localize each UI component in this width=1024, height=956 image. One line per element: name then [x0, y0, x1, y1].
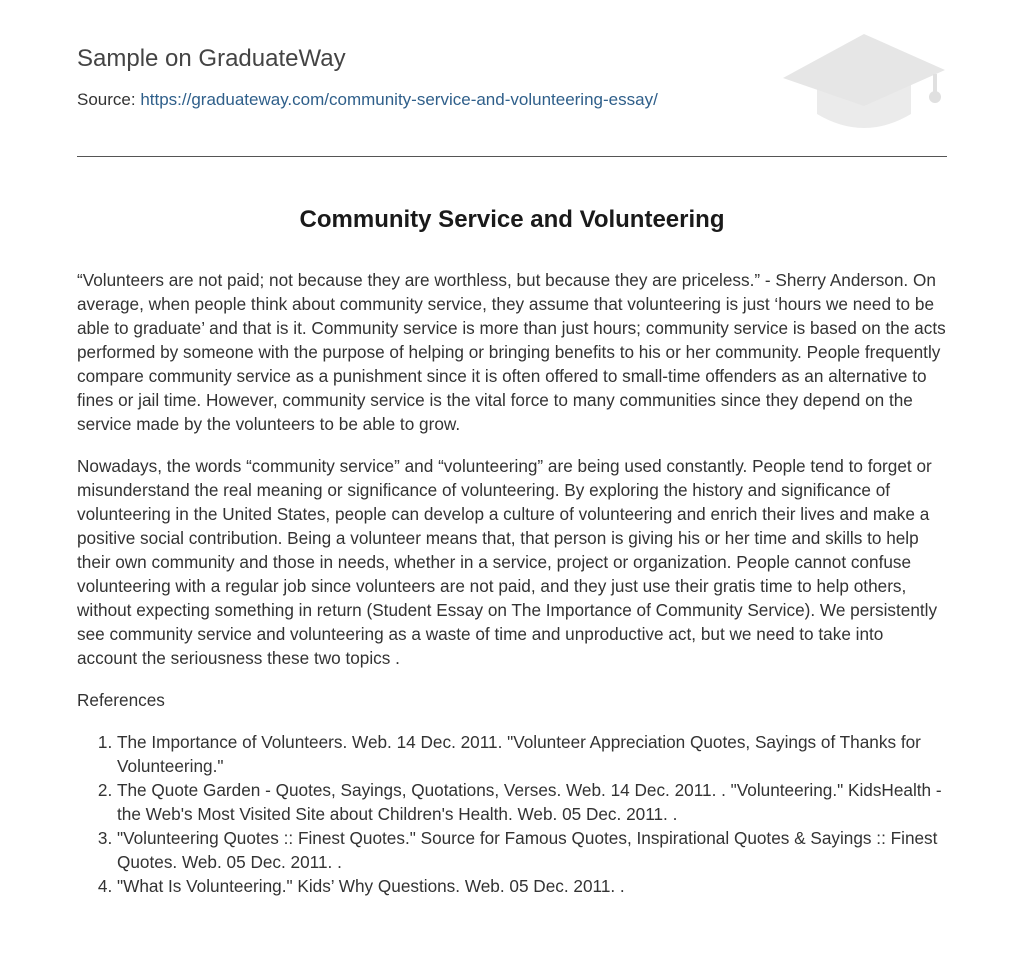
essay-paragraph: “Volunteers are not paid; not because they are worthless, but because they are priceless.” - Sherry Anderson. On average, when people think about community service, they assume that volunteering is just ‘hours we need to be able to graduate’ and that is it. Community service is more than just hours; community service is based on the acts performed by someone with the purpose of helping or bringing benefits to his or her community. People frequently compare community service as a punishment since it is often offered to small-time offenders as an alternative to fines or jail time. However, community service is the vital force to many communities since they depend on the service made by the volunteers to be able to grow.: [77, 270, 946, 434]
page-header: [77, 0, 947, 157]
references-list: [77, 730, 947, 898]
source-link[interactable]: https://graduateway.com/community-service-and-volunteering-essay/: [140, 90, 658, 109]
source-line: [77, 89, 658, 111]
references-heading: References: [77, 690, 165, 710]
graduation-cap-icon: [781, 30, 947, 134]
site-name: Sample on GraduateWay: [77, 45, 346, 72]
source-label: Source:: [77, 90, 136, 109]
essay-title: Community Service and Volunteering: [299, 206, 725, 233]
essay-paragraph: Nowadays, the words “community service” and “volunteering” are being used constantly. People tend to forget or misunderstand the real meaning or significance of volunteering. By exploring the history and significance of volunteering in the United States, people can develop a culture of volunteering and enrich their lives and make a positive social contribution. Being a volunteer means that, that person is giving his or her time and skills to help their own community and those in needs, whether in a service, project or organization. People cannot confuse volunteering with a regular job since volunteers are not paid, and they just use their gratis time to help others, without expecting something in return (Student Essay on The Importance of Community Service). We persistently see community service and volunteering as a waste of time and unproductive act, but we need to take into account the seriousness these two topics .: [77, 456, 938, 668]
reference-item: 2. The Quote Garden - Quotes, Sayings, Quotations, Verses. Web. 14 Dec. 2011. . "Volunteering." KidsHealth - the Web's Most Visited Site about Children's Health. Web. 05 Dec. 2011. .: [117, 778, 947, 826]
reference-item: 1. The Importance of Volunteers. Web. 14 Dec. 2011. "Volunteer Appreciation Quotes, Sayings of Thanks for Volunteering.": [117, 730, 947, 778]
reference-item: 4. "What Is Volunteering." Kids’ Why Questions. Web. 05 Dec. 2011. .: [117, 874, 947, 898]
essay-body: [77, 268, 947, 898]
reference-item: 3. "Volunteering Quotes :: Finest Quotes." Source for Famous Quotes, Inspirational Quotes & Sayings :: Finest Quotes. Web. 05 Dec. 2011. .: [117, 826, 947, 874]
